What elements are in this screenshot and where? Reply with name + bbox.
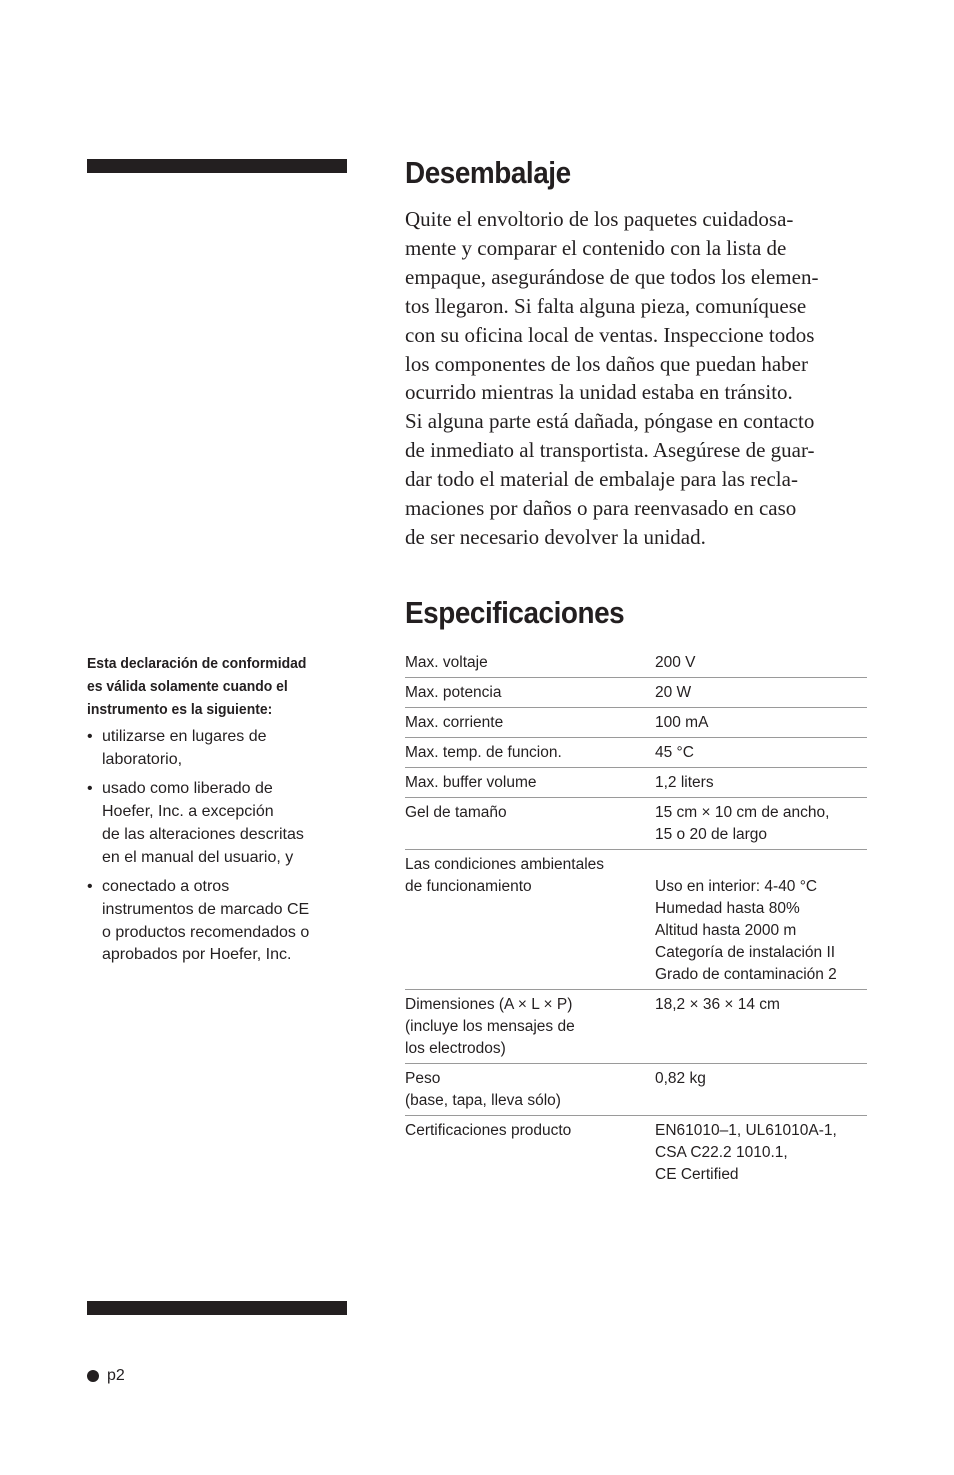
spec-label [405,854,655,986]
bullet-icon: • [87,728,93,745]
title-line: Esta declaración de conformidad [87,655,307,672]
spec-label-line: Las condiciones ambientales [405,856,605,873]
page-footer [87,1367,125,1385]
spec-label [405,1068,655,1112]
spec-label-line: Max. voltaje [405,654,488,671]
spec-label-line: Dimensiones (A × L × P) [405,996,573,1013]
bullet-icon: • [87,780,93,798]
spec-value-line: Uso en interior: 4-40 °C [655,878,818,895]
spec-value [655,682,867,704]
paragraph-line: mente y comparar el contenido con la lista de [405,235,787,260]
table-row [405,1116,867,1189]
spec-label-line: (base, tapa, lleva sólo) [405,1092,561,1109]
spec-label-line: Max. buffer volume [405,774,537,791]
spec-label [405,1120,655,1186]
spec-label-line: Max. temp. de funcion. [405,744,562,761]
spec-value-line: CSA C22.2 1010.1, [655,1144,788,1161]
top-rule-bar [87,159,347,173]
spec-value [655,1068,867,1112]
spec-value-line: Humedad hasta 80% [655,900,800,917]
list-item-line: laboratorio, [102,750,183,768]
specifications-table [405,650,867,1189]
paragraph-line: maciones por daños o para reenvasado en caso [405,496,797,521]
spec-label [405,652,655,674]
paragraph-line: tos llegaron. Si falta alguna pieza, comuníquese [405,293,807,318]
spec-value [655,652,867,674]
table-row [405,850,867,990]
spec-value-line: 15 cm × 10 cm de ancho, [655,804,830,821]
spec-value-line: 100 mA [655,714,709,731]
spec-label-line: Certificaciones producto [405,1122,572,1139]
table-row [405,678,867,708]
table-row [405,990,867,1064]
list-item [87,726,352,771]
spec-label-line: los electrodos) [405,1040,506,1057]
conformity-sidebar [87,652,352,974]
list-item-line: Hoefer, Inc. a excepción [102,803,274,821]
page-number: p2 [107,1367,125,1384]
specifications-heading: Especificaciones [405,595,625,630]
spec-label-line: Gel de tamaño [405,804,507,821]
spec-value-line [655,854,867,876]
list-item-line: aprobados por Hoefer, Inc. [102,946,292,964]
spec-label [405,994,655,1060]
table-row [405,1064,867,1116]
paragraph-line: de inmediato al transportista. Asegúrese de guar- [405,438,815,463]
spec-value-line: CE Certified [655,1166,739,1183]
paragraph-line: empaque, asegurándose de que todos los elemen- [405,264,819,289]
spec-value [655,742,867,764]
spec-value [655,772,867,794]
list-item [87,876,352,967]
spec-value-line: Categoría de instalación II [655,944,836,961]
spec-value-line: 20 W [655,684,692,701]
paragraph-line: con su oficina local de ventas. Inspeccione todos [405,322,815,347]
spec-value-line: 15 o 20 de largo [655,826,768,843]
spec-value-line: EN61010–1, UL61010A-1, [655,1122,837,1139]
spec-label [405,772,655,794]
spec-label-line: de funcionamiento [405,878,532,895]
paragraph-line: ocurrido mientras la unidad estaba en tránsito. [405,380,793,405]
spec-value-line: 0,82 kg [655,1070,706,1087]
spec-value-line: Altitud hasta 2000 m [655,922,797,939]
list-item-line: en el manual del usuario, y [102,848,294,866]
spec-label-line: Max. potencia [405,684,502,701]
spec-value [655,802,867,846]
spec-value-line: 45 °C [655,744,694,761]
bullet-dot-icon [87,1370,99,1382]
spec-value-line: 18,2 × 36 × 14 cm [655,996,780,1013]
list-item-line: instrumentos de marcado CE [102,900,310,918]
table-row [405,650,867,678]
paragraph-line: Si alguna parte está dañada, póngase en contacto [405,409,815,434]
table-row [405,798,867,850]
list-item-line: usado como liberado de [102,780,273,798]
paragraph-line: dar todo el material de embalaje para las recla- [405,467,798,492]
spec-value-line: 200 V [655,654,696,671]
bullet-icon: • [87,878,93,896]
spec-label-line: Max. corriente [405,714,504,731]
unpacking-paragraph [405,205,875,552]
paragraph-line: Quite el envoltorio de los paquetes cuidadosa- [405,207,794,231]
conformity-conditions-list [87,726,352,967]
spec-label [405,742,655,764]
spec-value-line: 1,2 liters [655,774,714,791]
spec-value [655,712,867,734]
paragraph-line: los componentes de los daños que puedan haber [405,351,808,376]
table-row [405,738,867,768]
title-line: instrumento es la siguiente: [87,701,273,718]
spec-value [655,854,867,986]
bottom-rule-bar [87,1301,347,1315]
spec-label [405,712,655,734]
unpacking-heading: Desembalaje [405,155,571,190]
list-item-line: conectado a otros [102,878,230,896]
spec-value [655,1120,867,1186]
list-item [87,778,352,869]
list-item-line: de las alteraciones descritas [102,825,304,843]
table-row [405,708,867,738]
spec-value [655,994,867,1060]
spec-label [405,802,655,846]
title-line: es válida solamente cuando el [87,678,288,695]
spec-value-line: Grado de contaminación 2 [655,966,837,983]
spec-label-line: Peso [405,1070,441,1087]
conformity-note-title [87,652,352,721]
list-item-line: utilizarse en lugares de [102,728,267,745]
list-item-line: o productos recomendados o [102,923,310,941]
spec-label-line: (incluye los mensajes de [405,1018,575,1035]
paragraph-line: de ser necesario devolver la unidad. [405,524,706,549]
spec-label [405,682,655,704]
table-row [405,768,867,798]
